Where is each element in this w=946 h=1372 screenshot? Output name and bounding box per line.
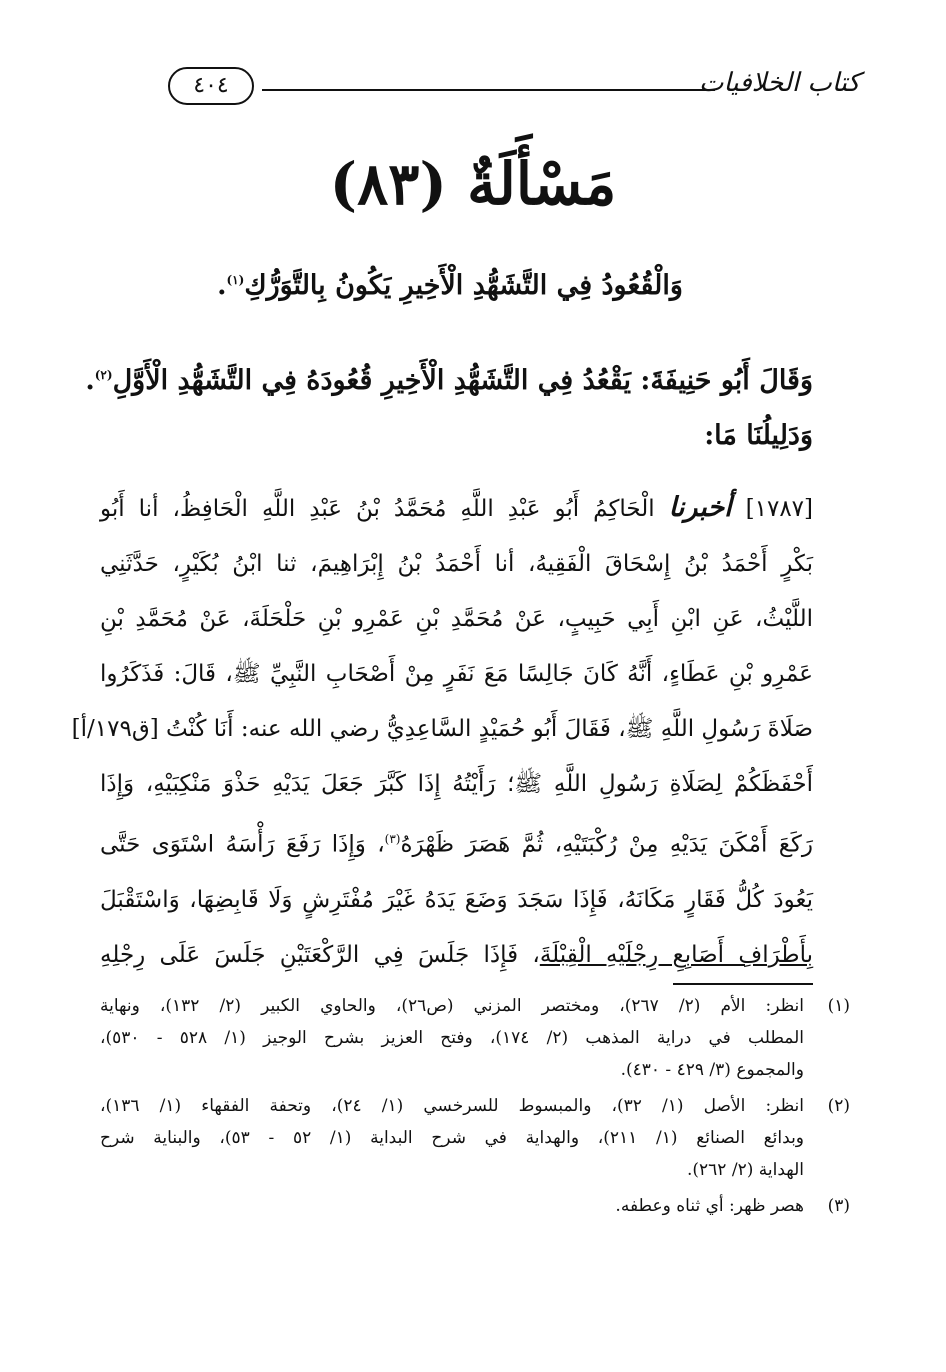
footnote-line: انظر: الأم (٢/ ٢٦٧)، ومختصر المزني (ص٢٦)، والحاوي الكبير (٢/ ١٣٢)، ونهاية [100,996,804,1016]
running-header [100,62,860,112]
footnote-ref-3: (٣) [384,832,401,846]
hadith-line-9-text: ، فَإِذَا جَلَسَ فِي الرَّكْعَتَيْنِ جَلَسَ عَلَى رِجْلِهِ [100,941,540,968]
hadith-line-6: أَحْفَظَكُمْ لِصَلَاةِ رَسُولِ اللَّهِ ﷺ؛ رَأَيْتُهُ إِذَا كَبَّرَ جَعَلَ يَدَيْهِ حَذْوَ مَنْكِبَيْهِ، وَإِذَا [100,771,813,797]
page-number: ٤٠٤ [168,67,254,105]
masala-text: وَالْقُعُودُ فِي التَّشَهُّدِ الْأَخِيرِ يَكُونُ بِالتَّوَرُّكِ [244,270,683,301]
hadith-line-8: يَعُودَ كُلُّ فَقَارٍ مَكَانَهُ، فَإِذَا سَجَدَ وَضَعَ يَدَهُ غَيْرَ مُفْتَرِشٍ وَلَا قَابِضِهَا، وَاسْتَقْبَلَ [100,886,813,913]
hadith-line-7-b: ، وَإِذَا رَفَعَ رَأْسَهُ اسْتَوَى حَتَّى [100,831,385,858]
footnote-line: والمجموع (٣/ ٤٢٩ - ٤٣٠). [620,1060,804,1080]
masala-statement [100,270,800,301]
hadith-underlined-phrase: بِأَطْرَافِ أَصَابِعِ رِجْلَيْهِ الْقِبْلَةَ [539,941,813,968]
footnote-separator [673,983,813,985]
hadith-line-1-text: الْحَاكِمُ أَبُو عَبْدِ اللَّهِ مُحَمَّدُ بْنُ عَبْدِ اللَّهِ الْحَافِظُ، أنا أَبُو [100,496,655,522]
footnote-line: وبدائع الصنائع (١/ ٢١١)، والهداية في شرح البداية (١/ ٥٢ - ٥٣)، والبناية شرح [100,1128,805,1148]
hadith-body [71,480,814,983]
hadith-line-9 [100,928,813,983]
page-title: مَسْأَلَةٌ (٨٣) [329,150,617,218]
footnotes [100,990,850,1226]
footnote-1 [100,990,850,1086]
footnote-number: (٢) [827,1096,850,1116]
header-rule [262,89,715,91]
hadith-line-4: عَمْرِو بْنِ عَطَاءٍ، أَنَّهُ كَانَ جَالِسًا مَعَ نَفَرٍ مِنْ أَصْحَابِ النَّبِيِّ ﷺ، قَالَ: فَذَكَرُوا [100,661,813,687]
footnote-2 [100,1090,850,1186]
masala-end: . [217,270,227,301]
footnote-number: (٣) [827,1196,850,1216]
hadith-line-1 [100,480,813,537]
hadith-line-7-a: رَكَعَ أَمْكَنَ يَدَيْهِ مِنْ رُكْبَتَيْهِ، ثُمَّ هَصَرَ ظَهْرَهُ [400,831,813,858]
opponent-view [85,365,813,396]
opponent-text: وَقَالَ أَبُو حَنِيفَةَ: يَقْعُدُ فِي التَّشَهُّدِ الْأَخِيرِ قُعُودَهُ فِي التَّشَهُّدِ الْأَوَّلِ [112,365,813,396]
footnote-number: (١) [827,996,850,1016]
hadith-line-2: بَكْرٍ أَحْمَدُ بْنُ إِسْحَاقَ الْفَقِيهُ، أنا أَحْمَدُ بْنُ إِبْرَاهِيمَ، ثنا ابْنُ بُكَيْرٍ، حَدَّثَنِي [100,551,813,577]
footnote-ref-2: (٢) [94,368,113,382]
hadith-line-7 [100,812,813,873]
evidence-intro: وَدَلِيلُنَا مَا: [704,420,813,451]
hadith-line-5: صَلَاةَ رَسُولِ اللَّهِ ﷺ، فَقَالَ أَبُو حُمَيْدٍ السَّاعِدِيُّ رضي الله عنه: أَنَا كُنْتُ [ق١٧٩/أ] [71,716,813,742]
footnote-ref-1: (١) [226,273,245,287]
footnote-line: هصر ظهر: أي ثناه وعطفه. [615,1196,804,1216]
footnote-line: الهداية (٢/ ٢٦٢). [686,1160,804,1180]
hadith-line-3: اللَّيْثُ، عَنِ ابْنِ أَبِي حَبِيبٍ، عَنْ مُحَمَّدِ بْنِ عَمْرِو بْنِ حَلْحَلَةَ، عَنْ مُحَمَّدِ بْنِ [100,606,813,632]
footnote-3 [100,1190,850,1222]
footnote-line: المطلب في دراية المذهب (٢/ ١٧٤)، وفتح العزيز بشرح الوجيز (١/ ٥٢٨ - ٥٣٠)، [100,1028,804,1048]
book-title: كتاب الخلافيات [698,68,860,98]
opponent-end: . [85,365,95,396]
footnote-line: انظر: الأصل (١/ ٣٢)، والمبسوط للسرخسي (١/ ٢٤)، وتحفة الفقهاء (١/ ١٣٦)، [100,1096,804,1116]
akhbarana-word: أخبرنا [668,492,732,523]
hadith-number: [١٧٨٧] [745,496,814,522]
